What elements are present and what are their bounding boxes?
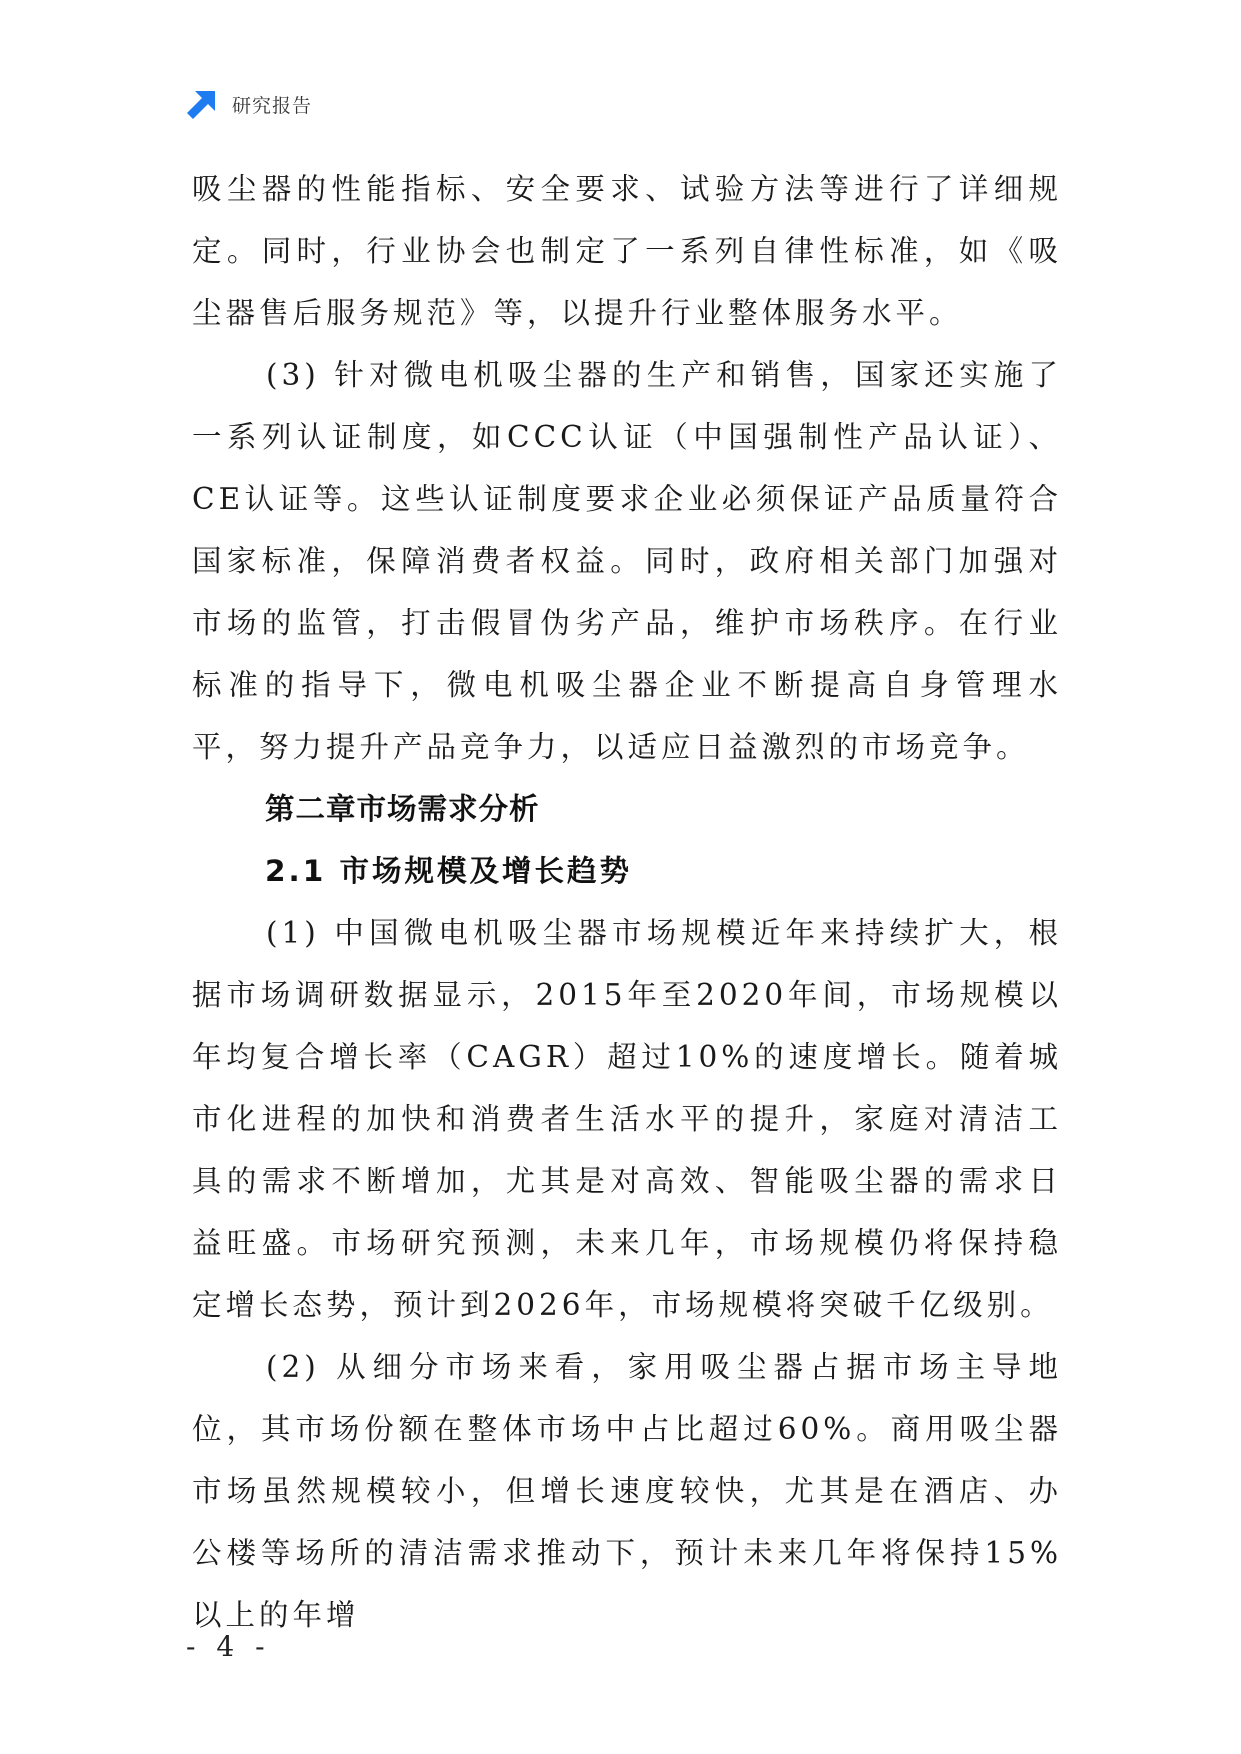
body-paragraph: (3) 针对微电机吸尘器的生产和销售，国家还实施了一系列认证制度，如CCC认证（中国强制性产品认证）、CE认证等。这些认证制度要求企业必须保证产品质量符合国家标准，保障消费者权益。同时，政府相关部门加强对市场的监管，打击假冒伪劣产品，维护市场秩序。在行业标准的指导下，微电机吸尘器企业不断提高自身管理水平，努力提升产品竞争力，以适应日益激烈的市场竞争。 <box>192 358 1062 764</box>
section-heading: 2.1 市场规模及增长趋势 <box>265 854 633 888</box>
chapter-heading: 第二章市场需求分析 <box>265 792 540 826</box>
report-type-label: 研究报告 <box>232 94 313 117</box>
page-number: - 4 - <box>186 1630 271 1663</box>
body-paragraph: (2) 从细分市场来看，家用吸尘器占据市场主导地位，其市场份额在整体市场中占比超过60%。商用吸尘器市场虽然规模较小，但增长速度较快，尤其是在酒店、办公楼等场所的清洁需求推动下，预计未来几年将保持15%以上的年增 <box>192 1350 1062 1632</box>
body-paragraph: (1) 中国微电机吸尘器市场规模近年来持续扩大，根据市场调研数据显示，2015年至2020年间，市场规模以年均复合增长率（CAGR）超过10%的速度增长。随着城市化进程的加快和消费者生活水平的提升，家庭对清洁工具的需求不断增加，尤其是对高效、智能吸尘器的需求日益旺盛。市场研究预测，未来几年，市场规模仍将保持稳定增长态势，预计到2026年，市场规模将突破千亿级别。 <box>192 916 1062 1322</box>
arrow-up-right-icon <box>186 88 218 120</box>
body-paragraph: 吸尘器的性能指标、安全要求、试验方法等进行了详细规定。同时，行业协会也制定了一系列自律性标准，如《吸尘器售后服务规范》等，以提升行业整体服务水平。 <box>192 172 1062 330</box>
document-body <box>192 158 1062 1646</box>
report-header <box>186 88 312 120</box>
